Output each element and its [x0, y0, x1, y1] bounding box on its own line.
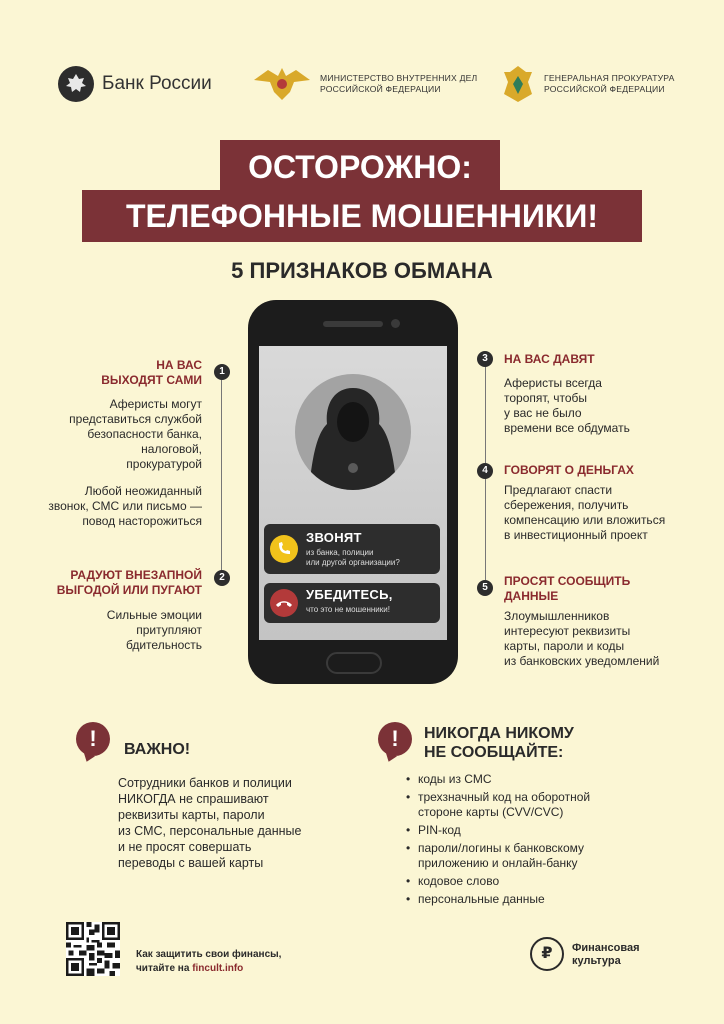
sign-2-text-line3: бдительность: [126, 638, 202, 652]
sign-4-text-line4: в инвестиционный проект: [504, 528, 648, 542]
important-text-line6: переводы с вашей карты: [118, 856, 264, 870]
prosecutor-logo: [498, 62, 675, 106]
prosecutor-name-line1: ГЕНЕРАЛЬНАЯ ПРОКУРАТУРА: [544, 73, 675, 83]
sign-1-text2-line3: повод насторожиться: [82, 514, 202, 528]
prosecutor-name-line2: РОССИЙСКОЙ ФЕДЕРАЦИИ: [544, 84, 665, 94]
sign-1-text-line1: Аферисты могут: [109, 397, 202, 411]
sign-5-heading-line1: ПРОСЯТ СООБЩИТЬ: [504, 574, 631, 588]
sign-2-text-line1: Сильные эмоции: [106, 608, 202, 622]
list-item: • PIN-код: [406, 823, 646, 838]
sign-1-text-line4: налоговой,: [141, 442, 202, 456]
sign-5-text-line3: карты, пароли и коды: [504, 639, 625, 653]
title-line1: ОСТОРОЖНО:: [220, 140, 500, 194]
list-item: [406, 790, 646, 820]
phone-camera: [391, 319, 400, 328]
sign-4-text-line2: сбережения, получить: [504, 498, 629, 512]
sign-number-4: 4: [477, 463, 493, 479]
sign-4-text: [504, 483, 694, 543]
sign-1-text2-line2: звонок, СМС или письмо —: [48, 499, 202, 513]
sign-5-text-line1: Злоумышленников: [504, 609, 610, 623]
financial-culture-logo: [572, 942, 640, 968]
call-subtext: [306, 548, 400, 568]
sign-3-text-line4: времени все обдумать: [504, 421, 630, 435]
footer-text: [136, 948, 281, 976]
never-tell-heading-line2: НЕ СООБЩАЙТЕ:: [424, 744, 564, 761]
important-heading: ВАЖНО!: [124, 741, 191, 758]
verify-heading: УБЕДИТЕСЬ,: [306, 587, 393, 602]
sign-1-text-line5: прокуратурой: [126, 457, 202, 471]
important-text: [118, 775, 358, 871]
phone-home-button: [326, 652, 382, 674]
sign-1-heading-line2: ВЫХОДЯТ САМИ: [101, 373, 202, 387]
left-timeline: [221, 376, 222, 576]
mvd-logo: [250, 62, 477, 106]
list-item: • персональные данные: [406, 892, 646, 907]
sign-1-heading: [60, 358, 202, 388]
mvd-eagle-icon: [250, 62, 314, 106]
important-text-line2: НИКОГДА не спрашивают: [118, 792, 269, 806]
sign-5-text: [504, 609, 694, 669]
bank-of-russia-logo: [58, 66, 212, 102]
sign-4-heading: ГОВОРЯТ О ДЕНЬГАХ: [504, 463, 634, 477]
sign-1-text-line3: безопасности банка,: [87, 427, 202, 441]
list-item-line2: приложению и онлайн-банку: [418, 856, 578, 870]
sign-2-text: [40, 608, 202, 653]
hacker-avatar-icon: [295, 374, 411, 490]
sign-1-text2-line1: Любой неожиданный: [84, 484, 202, 498]
qr-code-icon[interactable]: [66, 922, 120, 976]
sign-3-text-line2: торопят, чтобы: [504, 391, 587, 405]
sign-3-text-line3: у вас не было: [504, 406, 582, 420]
hang-up-phone-icon: [270, 589, 298, 617]
sign-number-5: 5: [477, 580, 493, 596]
sign-1-text: [40, 397, 202, 472]
bank-of-russia-emblem-icon: [58, 66, 94, 102]
incoming-call-card: [264, 524, 440, 574]
list-item: • кодовое слово: [406, 874, 646, 889]
phone-speaker: [323, 321, 383, 327]
important-text-line3: реквизиты карты, пароли: [118, 808, 265, 822]
sign-number-3: 3: [477, 351, 493, 367]
title-line2: ТЕЛЕФОННЫЕ МОШЕННИКИ!: [82, 190, 642, 242]
verify-subtext: что это не мошенники!: [306, 605, 390, 614]
never-tell-heading-line1: НИКОГДА НИКОМУ: [424, 725, 574, 742]
sign-2-heading-line2: ВЫГОДОЙ ИЛИ ПУГАЮТ: [56, 583, 202, 597]
footer-line2: [136, 962, 281, 976]
never-tell-warning-icon: !: [378, 722, 412, 756]
list-item: • коды из СМС: [406, 772, 646, 787]
footer-line2-prefix: читайте на: [136, 963, 193, 974]
footer-line1: Как защитить свои финансы,: [136, 949, 282, 960]
sign-1-text-line2: представиться службой: [69, 412, 202, 426]
answer-phone-icon: [270, 535, 298, 563]
important-text-line4: из СМС, персональные данные: [118, 824, 302, 838]
important-text-line5: и не просят совершать: [118, 840, 252, 854]
important-warning-icon: !: [76, 722, 110, 756]
sign-1-text-2: [40, 484, 202, 529]
call-heading: ЗВОНЯТ: [306, 530, 362, 545]
list-item-line2: стороне карты (CVV/CVC): [418, 805, 564, 819]
list-item: [406, 841, 646, 871]
subtitle: 5 ПРИЗНАКОВ ОБМАНА: [231, 258, 493, 283]
mvd-name-line2: РОССИЙСКОЙ ФЕДЕРАЦИИ: [320, 84, 441, 94]
sign-2-heading-line1: РАДУЮТ ВНЕЗАПНОЙ: [70, 568, 202, 582]
important-text-line1: Сотрудники банков и полиции: [118, 776, 292, 790]
sign-4-text-line3: компенсацию или вложиться: [504, 513, 666, 527]
never-tell-heading: [424, 724, 574, 762]
financial-culture-line1: Финансовая: [572, 942, 640, 954]
fincult-link[interactable]: fincult.info: [192, 963, 244, 974]
sign-5-heading: [504, 574, 694, 604]
sign-3-heading: НА ВАС ДАВЯТ: [504, 352, 595, 366]
sign-5-text-line2: интересуют реквизиты: [504, 624, 631, 638]
bank-of-russia-name: Банк России: [102, 73, 212, 94]
sign-5-heading-line2: ДАННЫЕ: [504, 589, 559, 603]
call-subtext-line2: или другой организации?: [306, 558, 400, 567]
sign-number-1: 1: [214, 364, 230, 380]
call-subtext-line1: из банка, полиции: [306, 548, 374, 557]
sign-number-2: 2: [214, 570, 230, 586]
financial-culture-line2: культура: [572, 955, 621, 967]
sign-3-text-line1: Аферисты всегда: [504, 376, 602, 390]
sign-5-text-line4: из банковских уведомлений: [504, 654, 660, 668]
ruble-icon: ₽: [530, 937, 564, 971]
sign-2-text-line2: притупляют: [136, 623, 202, 637]
mvd-name: [320, 73, 477, 95]
sign-1-heading-line1: НА ВАС: [156, 358, 202, 372]
verify-call-card: [264, 583, 440, 623]
prosecutor-emblem-icon: [498, 62, 538, 106]
list-item-line1: пароли/логины к банковскому: [418, 841, 584, 855]
never-tell-list: [406, 772, 646, 910]
sign-4-text-line1: Предлагают спасти: [504, 483, 613, 497]
prosecutor-name: [544, 73, 675, 95]
list-item-line1: трехзначный код на оборотной: [418, 790, 591, 804]
sign-2-heading: [30, 568, 202, 598]
mvd-name-line1: МИНИСТЕРСТВО ВНУТРЕННИХ ДЕЛ: [320, 73, 478, 83]
sign-3-text: [504, 376, 684, 436]
